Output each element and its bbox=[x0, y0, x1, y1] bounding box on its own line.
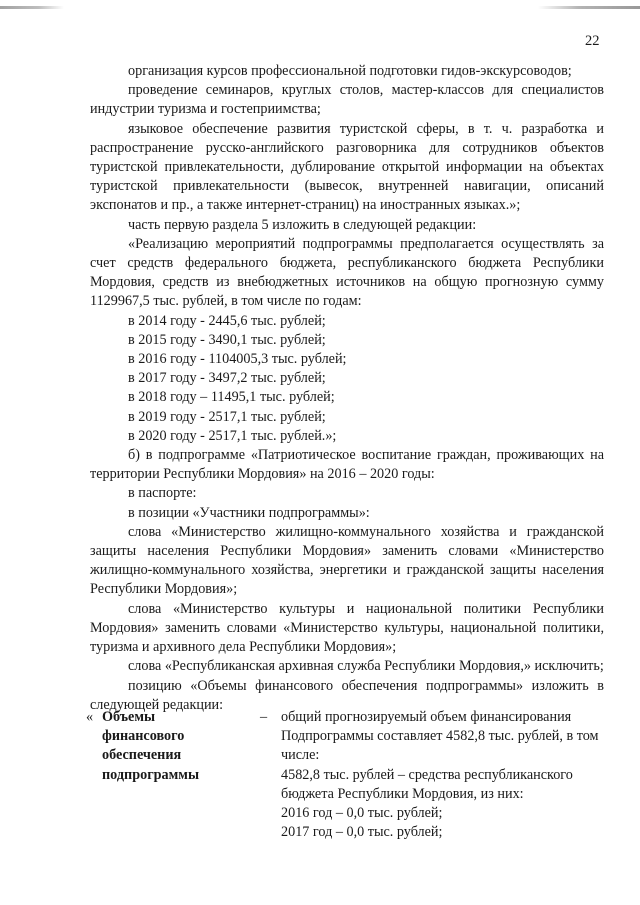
financing-label-line: Объемы bbox=[102, 709, 156, 725]
financing-label bbox=[102, 708, 242, 785]
paragraph: слова «Министерство культуры и национальной политики Республики Мордовия» заменить словами «Министерство культуры, национальной политики, туризма и архивного дела Республики Мордовия»; bbox=[90, 600, 604, 656]
page-number: 22 bbox=[585, 33, 600, 49]
paragraph: в паспорте: bbox=[128, 485, 197, 502]
financing-line: 2017 год – 0,0 тыс. рублей; bbox=[281, 824, 443, 841]
list-item: в 2014 году - 2445,6 тыс. рублей; bbox=[128, 312, 326, 329]
scan-artifact-right bbox=[538, 6, 640, 9]
paragraph: б) в подпрограмме «Патриотическое воспитание граждан, проживающих на территории Республики Мордовия» на 2016 – 2020 годы: bbox=[90, 447, 604, 483]
document-body bbox=[90, 62, 604, 715]
paragraph: слова «Министерство жилищно-коммунального хозяйства и гражданской защиты населения Республики Мордовия» заменить словами «Министерство жилищно-коммунального хозяйства, энергетики и гражданской защиты населения Республики Мордовия»; bbox=[90, 523, 604, 598]
financing-line: 4582,8 тыс. рублей – средства республиканского бюджета Республики Мордовия, из них: bbox=[281, 766, 573, 802]
paragraph: проведение семинаров, круглых столов, мастер-классов для специалистов индустрии туризма и гостеприимства; bbox=[90, 82, 604, 118]
opening-quote: « bbox=[86, 709, 94, 725]
financing-line: 2016 год – 0,0 тыс. рублей; bbox=[281, 805, 443, 822]
paragraph: позицию «Объемы финансового обеспечения подпрограммы» изложить в следующей редакции: bbox=[90, 677, 604, 713]
paragraph: языковое обеспечение развития туристской сферы, в т. ч. разработка и распространение русско-английского разговорника для сотрудников объектов туристской привлекательности, дублирование открытой информации на объектах туристской привлекательности (вывесок, внутренней навигации, описаний экспонатов и пр., а также интернет-страниц) на иностранных языках.»; bbox=[90, 120, 604, 214]
list-item: в 2016 году - 1104005,3 тыс. рублей; bbox=[128, 351, 347, 368]
paragraph: часть первую раздела 5 изложить в следующей редакции: bbox=[128, 216, 477, 233]
financing-label-line: подпрограммы bbox=[102, 766, 200, 783]
list-item: в 2020 году - 2517,1 тыс. рублей.»; bbox=[128, 427, 337, 444]
list-item: в 2019 году - 2517,1 тыс. рублей; bbox=[128, 408, 326, 425]
paragraph: слова «Республиканская архивная служба Республики Мордовия,» исключить; bbox=[128, 658, 604, 675]
paragraph: организация курсов профессиональной подготовки гидов-экскурсоводов; bbox=[128, 63, 572, 79]
list-item: в 2017 году - 3497,2 тыс. рублей; bbox=[128, 370, 326, 387]
financing-content bbox=[281, 708, 604, 842]
scan-artifact-left bbox=[0, 6, 64, 9]
list-item: в 2015 году - 3490,1 тыс. рублей; bbox=[128, 331, 326, 348]
financing-label-line: финансового bbox=[102, 728, 185, 745]
paragraph: «Реализацию мероприятий подпрограммы предполагается осуществлять за счет средств федерального бюджета, республиканского бюджета Республики Мордовия, средств из внебюджетных источников на общую прогнозную сумму 1129967,5 тыс. рублей, в том числе по годам: bbox=[90, 235, 604, 310]
paragraph: в позиции «Участники подпрограммы»: bbox=[128, 504, 370, 521]
year-funding-list bbox=[90, 312, 604, 446]
financing-label-line: обеспечения bbox=[102, 747, 182, 764]
financing-dash: – bbox=[260, 709, 268, 725]
list-item: в 2018 году – 11495,1 тыс. рублей; bbox=[128, 389, 335, 406]
financing-line: общий прогнозируемый объем финансирования Подпрограммы составляет 4582,8 тыс. рублей, в том числе: bbox=[281, 709, 599, 764]
